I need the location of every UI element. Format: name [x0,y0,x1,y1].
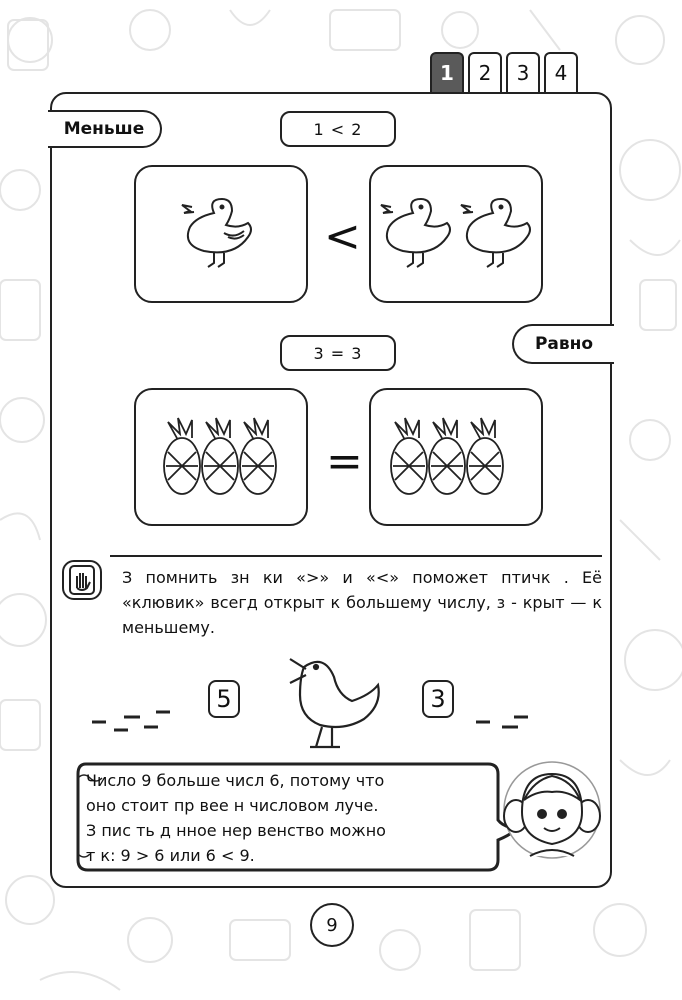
note-divider [110,555,602,557]
less-expression: 1 < 2 [280,111,396,147]
pineapple-icon [136,390,306,524]
memo-note-text: З помнить зн ки «>» и «<» поможет птичк . Её «клювик» всегд открыт к большему числу, з - крыт — к меньшему. [122,568,602,637]
pineapple-icon [371,390,541,524]
equal-left-card [134,388,308,526]
duck-icon [136,167,306,301]
equal-right-card [369,388,543,526]
equal-label: Равно [512,324,614,364]
girl-avatar [500,756,604,866]
duck-pair-icon [371,167,541,301]
less-label: Меньше [48,110,162,148]
speech-line-3: З пис ть д нное нер венство можно [86,821,386,840]
right-number-box: 3 [422,680,454,718]
less-sign: < [324,211,361,262]
hand-note-icon [62,560,102,600]
speech-line-2: оно стоит пр вее н числовом луче. [86,796,379,815]
tab-3[interactable]: 3 [506,52,540,92]
bird-icon [84,645,554,755]
speech-line-1: Число 9 больше числ 6, потому что [86,771,385,790]
page-number: 9 [310,903,354,947]
less-left-card [134,165,308,303]
page-tabs [430,52,578,92]
speech-text [86,768,466,868]
tab-1[interactable]: 1 [430,52,464,92]
tab-2[interactable]: 2 [468,52,502,92]
left-number-box: 5 [208,680,240,718]
less-right-card [369,165,543,303]
tab-4[interactable]: 4 [544,52,578,92]
equal-sign: = [326,436,363,487]
equal-expression: 3 = 3 [280,335,396,371]
speech-line-4: т к: 9 > 6 или 6 < 9. [86,846,255,865]
